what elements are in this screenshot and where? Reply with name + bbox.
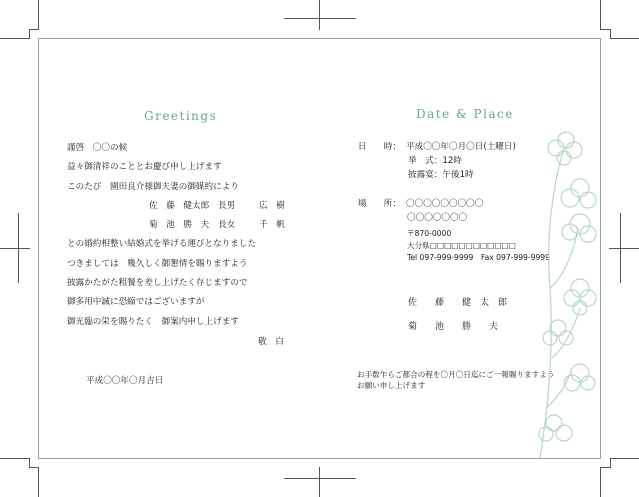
center-mark: [18, 213, 19, 283]
phone-fax: Tel 097-999-9999 Fax 097-999-9999: [407, 253, 550, 262]
greeting-line: 益々御清祥のこととお慶び申し上げます: [67, 162, 222, 172]
crop-mark: [29, 29, 30, 39]
crop-mark: [610, 458, 639, 459]
crop-mark: [610, 29, 611, 39]
date-place-heading: Date & Place: [416, 107, 514, 121]
crop-mark: [600, 29, 610, 30]
rsvp-note: お手数乍らご都合の程を〇月〇日迄にご一報賜りますよう: [357, 370, 555, 379]
address: 大分県□□□□□□□□□□□□: [407, 241, 516, 250]
date-value: 平成〇〇年〇月〇日(土曜日): [406, 142, 516, 152]
greeting-line: 披露かたがた粗餐を差し上げたく存じますので: [67, 278, 248, 288]
couple-name: 佐 藤 健 太 郎: [408, 298, 508, 308]
groom-relation: 長男: [218, 201, 236, 211]
crop-mark: [38, 468, 39, 497]
center-mark: [319, 467, 320, 497]
greeting-line: 御多用中誠に恐縮ではございますが: [67, 297, 205, 307]
date-label: 日 時：: [358, 142, 401, 152]
place-label: 場 所：: [358, 199, 401, 209]
crop-mark: [610, 38, 639, 39]
center-mark: [319, 0, 320, 30]
couple-name: 菊 池 勝 夫: [408, 322, 499, 332]
center-mark: [284, 18, 356, 19]
crop-mark: [29, 29, 39, 30]
crop-mark: [0, 458, 29, 459]
groom-name: 佐 藤 健太郎: [149, 201, 210, 211]
groom-father: 広 樹: [259, 201, 285, 211]
postal-code: 〒870-0000: [407, 229, 452, 238]
opening-line: 謹啓 〇〇の候: [67, 143, 128, 153]
greeting-line: 御光臨の栄を賜りたく 御案内申し上げます: [67, 317, 239, 327]
clover-decoration: [530, 128, 600, 458]
crop-mark: [610, 458, 611, 468]
greetings-heading: Greetings: [144, 109, 218, 123]
bride-name: 菊 池 勝 夫: [149, 220, 210, 230]
center-mark: [0, 248, 30, 249]
ceremony-time: 挙 式：12時: [408, 156, 462, 166]
greeting-line: との婚約相整い結婚式を挙げる運びとなりました: [67, 239, 257, 249]
center-mark: [609, 248, 639, 249]
center-mark: [620, 213, 621, 283]
center-mark: [284, 478, 356, 479]
crop-mark: [38, 0, 39, 29]
crop-mark: [0, 38, 29, 39]
bride-father: 千 帆: [259, 220, 285, 230]
crop-mark: [29, 467, 39, 468]
bride-relation: 長女: [218, 220, 236, 230]
crop-mark: [600, 468, 601, 497]
reception-time: 披露宴：午後1時: [408, 170, 474, 180]
greeting-line: つきましては 幾久しく御懇情を賜りますよう: [67, 259, 248, 269]
closing-line: 敬 白: [258, 337, 284, 347]
rsvp-note: お願い申し上げます: [357, 381, 426, 390]
crop-mark: [600, 467, 610, 468]
place-name: 〇〇〇〇〇〇〇〇〇: [406, 199, 484, 209]
crop-mark: [600, 0, 601, 29]
place-name: 〇〇〇〇〇〇〇: [407, 213, 468, 223]
letter-date: 平成〇〇年〇月吉日: [86, 376, 164, 386]
greeting-line: このたび 園田良介様御夫妻の御媒約により: [67, 182, 239, 192]
